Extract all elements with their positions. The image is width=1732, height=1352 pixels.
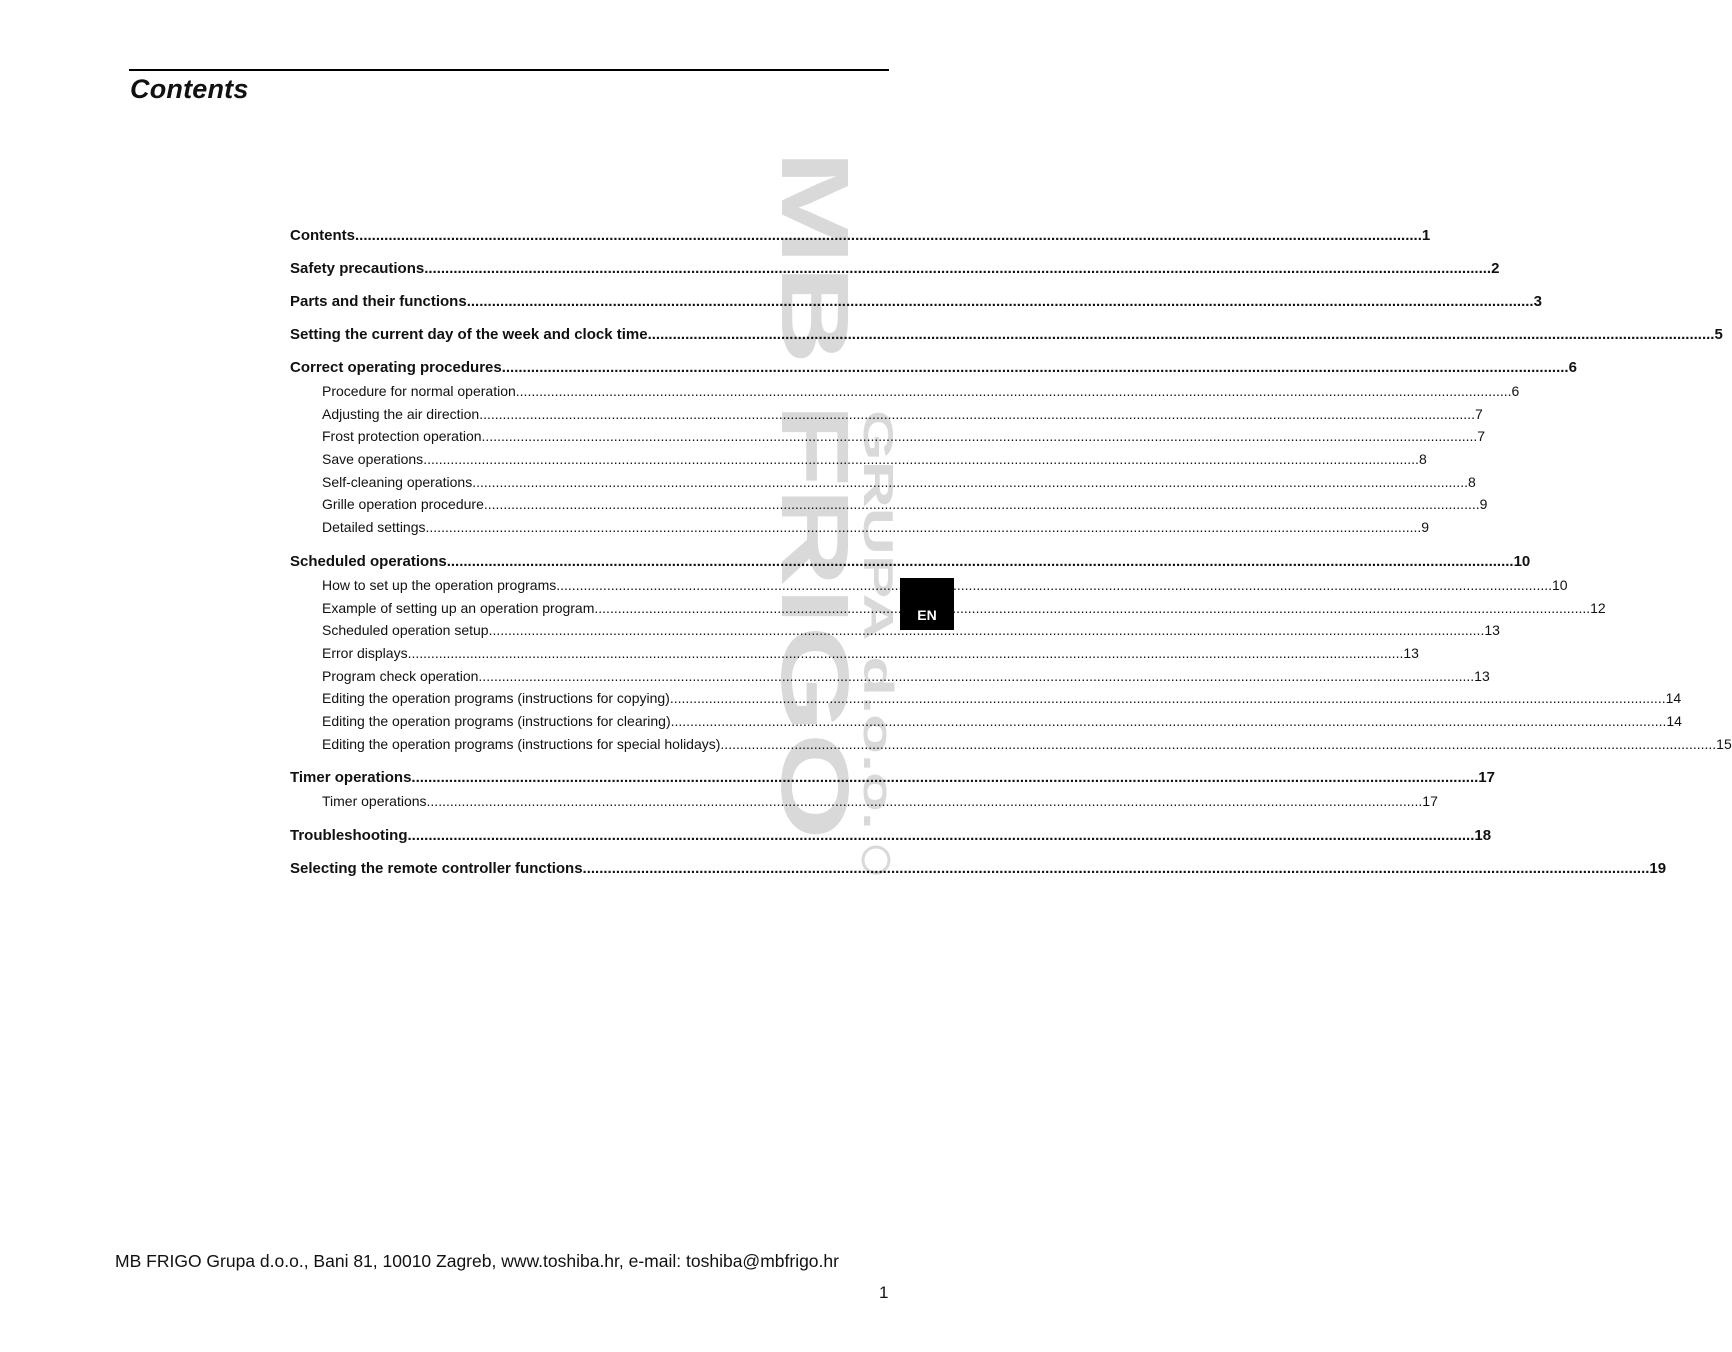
toc-entry-page-number: 6 xyxy=(1568,359,1577,376)
toc-entry-page-number: 17 xyxy=(1478,769,1495,787)
toc-entry-page-number: 10 xyxy=(1552,576,1568,593)
toc-entry-page-number: 8 xyxy=(1467,473,1476,490)
toc-entry-page-number: 12 xyxy=(1590,599,1606,616)
toc-subsection-entry[interactable] xyxy=(290,733,1732,756)
toc-subsection-entry[interactable] xyxy=(290,448,1427,471)
toc-section-entry[interactable] xyxy=(290,226,1431,246)
toc-dot-leader xyxy=(594,597,1590,620)
toc-subsection-entry[interactable] xyxy=(290,493,1488,516)
toc-dot-leader xyxy=(355,226,1422,246)
toc-subsection-entry[interactable] xyxy=(290,790,1438,813)
toc-entry-page-number: 3 xyxy=(1533,293,1542,310)
toc-entry-label: Detailed settings xyxy=(322,519,426,536)
toc-dot-leader xyxy=(447,552,1514,572)
watermark-main-text: MB FRIGO xyxy=(761,150,868,630)
toc-dot-leader xyxy=(479,403,1475,426)
toc-entry-page-number: 5 xyxy=(1714,326,1723,343)
toc-entry-page-number: 14 xyxy=(1666,712,1682,729)
toc-entry-page-number: 13 xyxy=(1484,622,1500,639)
toc-entry-page-number: 8 xyxy=(1418,451,1427,468)
toc-dot-leader xyxy=(411,768,1478,788)
toc-dot-leader xyxy=(583,859,1650,879)
toc-entry-label: Scheduled operation setup xyxy=(322,622,489,639)
toc-subsection-entry[interactable] xyxy=(290,687,1682,710)
toc-dot-leader xyxy=(467,292,1534,312)
toc-entry-label: Program check operation xyxy=(322,667,479,684)
toc-entry-page-number: 14 xyxy=(1665,690,1682,707)
watermark-sub-text: GRUPA d.o.o. xyxy=(855,410,902,681)
toc-dot-leader xyxy=(478,665,1474,688)
toc-dot-leader xyxy=(482,425,1478,448)
toc-subsection-entry[interactable] xyxy=(290,665,1490,688)
toc-entry-label: Parts and their functions xyxy=(290,293,467,310)
toc-entry-page-number: 10 xyxy=(1513,552,1531,570)
toc-dot-leader xyxy=(720,733,1716,756)
toc-entry-label: Editing the operation programs (instructions for copying) xyxy=(322,690,670,707)
toc-entry-page-number: 9 xyxy=(1479,496,1488,513)
toc-subsection-entry[interactable] xyxy=(290,380,1520,403)
toc-dot-leader xyxy=(670,687,1666,710)
toc-dot-leader xyxy=(427,790,1423,813)
toc-entry-page-number: 13 xyxy=(1403,644,1419,661)
toc-dot-leader xyxy=(408,826,1475,846)
toc-dot-leader xyxy=(556,574,1552,597)
toc-entry-label: Contents xyxy=(290,227,355,244)
toc-dot-leader xyxy=(671,710,1667,733)
toc-dot-leader xyxy=(408,642,1404,665)
toc-entry-label: Setting the current day of the week and clock time xyxy=(290,326,648,343)
toc-subsection-entry[interactable] xyxy=(290,403,1483,426)
toc-entry-label: Example of setting up an operation program xyxy=(322,599,595,616)
page-title: Contents xyxy=(130,74,249,104)
toc-section-entry[interactable] xyxy=(290,358,1577,378)
toc-entry-label: Scheduled operations xyxy=(290,552,447,570)
language-tab xyxy=(900,578,954,630)
toc-section-entry[interactable] xyxy=(290,826,1492,846)
toc-entry-label: How to set up the operation programs xyxy=(322,576,557,593)
toc-entry-label: Procedure for normal operation xyxy=(322,383,516,399)
toc-entry-page-number: 9 xyxy=(1421,519,1430,536)
toc-entry-label: Editing the operation programs (instructions for clearing) xyxy=(322,712,671,729)
toc-subsection-entry[interactable] xyxy=(290,516,1430,539)
toc-entry-label: Safety precautions xyxy=(290,260,425,277)
toc-dot-leader xyxy=(489,619,1485,642)
toc-subsection-entry[interactable] xyxy=(290,642,1419,665)
toc-section-entry[interactable] xyxy=(290,768,1495,788)
toc-dot-leader xyxy=(472,471,1468,494)
toc-section-entry[interactable] xyxy=(290,552,1531,572)
toc-entry-label: Timer operations xyxy=(290,769,412,787)
toc-entry-page-number: 15 xyxy=(1716,735,1732,752)
toc-entry-page-number: 19 xyxy=(1649,860,1667,877)
toc-dot-leader xyxy=(423,448,1419,471)
toc-section-entry[interactable] xyxy=(290,325,1723,345)
toc-section-entry[interactable] xyxy=(290,292,1542,312)
toc-entry-page-number: 17 xyxy=(1422,793,1438,810)
language-tab-label: EN xyxy=(917,606,937,623)
toc-entry-page-number: 7 xyxy=(1477,428,1486,445)
toc-dot-leader xyxy=(648,325,1715,345)
toc-dot-leader xyxy=(502,358,1569,378)
toc-entry-label: Editing the operation programs (instructions for special holidays) xyxy=(322,735,721,752)
toc-entry-label: Self-cleaning operations xyxy=(322,473,473,490)
toc-entry-label: Save operations xyxy=(322,451,424,468)
toc-entry-page-number: 2 xyxy=(1491,260,1500,277)
toc-dot-leader xyxy=(424,259,1491,279)
toc-subsection-entry[interactable] xyxy=(290,425,1486,448)
toc-entry-page-number: 7 xyxy=(1474,405,1483,422)
footer-contact: MB FRIGO Grupa d.o.o., Bani 81, 10010 Zagreb, www.toshiba.hr, e-mail: toshiba@mbfrigo.hr xyxy=(115,1251,839,1271)
toc-entry-label: Timer operations xyxy=(322,793,427,810)
toc-section-entry[interactable] xyxy=(290,859,1667,879)
toc-section-entry[interactable] xyxy=(290,259,1500,279)
toc-dot-leader xyxy=(484,493,1480,516)
toc-subsection-entry[interactable] xyxy=(290,471,1476,494)
toc-entry-label: Error displays xyxy=(322,644,408,661)
toc-dot-leader xyxy=(426,516,1422,539)
toc-entry-label: Grille operation procedure xyxy=(322,496,484,513)
toc-entry-label: Troubleshooting xyxy=(290,827,408,844)
toc-entry-page-number: 18 xyxy=(1474,827,1492,844)
toc-entry-page-number: 13 xyxy=(1474,667,1490,684)
toc-entry-label: Frost protection operation xyxy=(322,428,482,445)
header-rule xyxy=(129,69,889,71)
page-number: 1 xyxy=(879,1283,889,1302)
toc-entry-page-number: 1 xyxy=(1421,227,1431,244)
toc-subsection-entry[interactable] xyxy=(290,710,1682,733)
toc-entry-label: Selecting the remote controller functions xyxy=(290,860,583,877)
toc-entry-label: Adjusting the air direction xyxy=(322,405,480,422)
toc-entry-page-number: 6 xyxy=(1511,383,1520,399)
toc-subsection-entry[interactable] xyxy=(290,619,1500,642)
toc-dot-leader xyxy=(516,380,1512,403)
toc-entry-label: Correct operating procedures xyxy=(290,359,502,376)
toc-subsection-entry[interactable] xyxy=(290,574,1568,597)
